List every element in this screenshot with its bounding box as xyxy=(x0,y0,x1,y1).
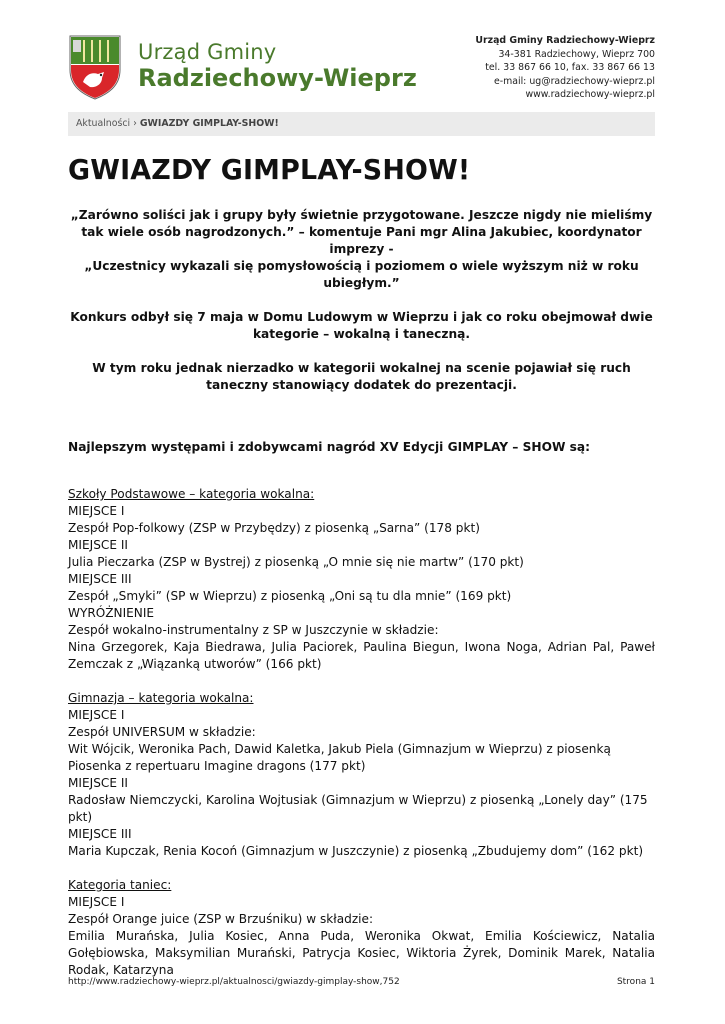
section-heading: Gimnazja – kategoria wokalna: xyxy=(68,691,254,705)
entry: Zespół Pop-folkowy (ZSP w Przybędzy) z piosenką „Sarna” (178 pkt) xyxy=(68,521,480,535)
municipality-logo[interactable] xyxy=(68,34,417,100)
place-label: MIEJSCE I xyxy=(68,504,125,518)
entry: Zespół Orange juice (ZSP w Brzuśniku) w składzie: xyxy=(68,912,374,926)
logo-text-line1: Urząd Gminy xyxy=(138,40,277,64)
entry: Julia Pieczarka (ZSP w Bystrej) z piosenką „O mnie się nie martw” (170 pkt) xyxy=(68,555,524,569)
article-intro xyxy=(68,207,655,394)
place-label: MIEJSCE II xyxy=(68,538,128,552)
page-title: GWIAZDY GIMPLAY-SHOW! xyxy=(68,153,471,186)
intro-quote: „Zarówno soliści jak i grupy były świetnie przygotowane. Jeszcze nigdy nie mieliśmy tak wiele osób nagrodzonych.” – komentuje Pani mgr Alina Jakubiec, koordynator imprezy - xyxy=(70,208,653,256)
breadcrumb-current: GWIAZDY GIMPLAY-SHOW! xyxy=(139,118,279,129)
intro-quote-2: „Uczestnicy wykazali się pomysłowością i poziomem o wiele wyższym niż w roku ubiegłym.” xyxy=(84,259,639,290)
results-list xyxy=(68,486,655,996)
section-middle-schools xyxy=(68,690,655,860)
section-dance xyxy=(68,877,655,979)
website-link[interactable]: www.radziechowy-wieprz.pl xyxy=(525,89,655,100)
email-link[interactable]: e-mail: ug@radziechowy-wieprz.pl xyxy=(493,75,655,87)
entry: Maria Kupczak, Renia Kocoń (Gimnazjum w Juszczynie) z piosenką „Zbudujemy dom” (162 pkt) xyxy=(68,844,644,858)
organization-name: Urząd Gminy Radziechowy-Wieprz xyxy=(475,35,655,46)
distinction-label: WYRÓŻNIENIE xyxy=(68,606,155,620)
section-primary-schools xyxy=(68,486,655,673)
breadcrumb xyxy=(68,112,655,136)
page-number: Strona 1 xyxy=(616,977,655,987)
section-heading: Kategoria taniec: xyxy=(68,878,172,892)
place-label: MIEJSCE II xyxy=(68,776,128,790)
place-label: MIEJSCE I xyxy=(68,895,125,909)
entry-members: Emilia Murańska, Julia Kosiec, Anna Puda, Weronika Okwat, Emilia Kościewicz, Natalia Gołębiowska, Maksymilian Murański, Patrycja Kosiec, Wiktoria Żyrek, Dominik Marek, Natalia Rodak, Katarzyna xyxy=(68,929,655,977)
entry: Zespół UNIVERSUM w składzie: xyxy=(68,725,256,739)
entry: Zespół wokalno-instrumentalny z SP w Juszczynie w składzie: xyxy=(68,623,439,637)
footer-url[interactable]: http://www.radziechowy-wieprz.pl/aktualnosci/gwiazdy-gimplay-show,752 xyxy=(68,977,400,987)
entry-members: Wit Wójcik, Weronika Pach, Dawid Kaletka, Jakub Piela (Gimnazjum w Wieprzu) z piosenką Piosenka z repertuaru Imagine dragons (177 pkt) xyxy=(68,742,611,773)
section-heading: Szkoły Podstawowe – kategoria wokalna: xyxy=(68,487,315,501)
place-label: MIEJSCE I xyxy=(68,708,125,722)
phone-fax: tel. 33 867 66 10, fax. 33 867 66 13 xyxy=(485,62,655,73)
entry-members: Nina Grzegorek, Kaja Biedrawa, Julia Paciorek, Paulina Biegun, Iwona Noga, Adrian Pal, Paweł Zemczak z „Wiązanką utworów” (166 pkt) xyxy=(68,640,655,671)
entry: Zespół „Smyki” (SP w Wieprzu) z piosenką „Oni są tu dla mnie” (169 pkt) xyxy=(68,589,512,603)
address: 34-381 Radziechowy, Wieprz 700 xyxy=(498,48,655,60)
coat-of-arms-icon xyxy=(68,34,122,100)
intro-paragraph-2: W tym roku jednak nierzadko w kategorii wokalnej na scenie pojawiał się ruch taneczny stanowiący dodatek do prezentacji. xyxy=(92,361,631,392)
place-label: MIEJSCE III xyxy=(68,572,132,586)
breadcrumb-separator: › xyxy=(133,118,137,129)
entry: Radosław Niemczycki, Karolina Wojtusiak (Gimnazjum w Wieprzu) z piosenką „Lonely day” (175 pkt) xyxy=(68,793,648,824)
winners-heading: Najlepszym występami i zdobywcami nagród XV Edycji GIMPLAY – SHOW są: xyxy=(68,440,591,454)
breadcrumb-link-news[interactable]: Aktualności xyxy=(76,118,131,129)
contact-block xyxy=(475,34,655,102)
intro-paragraph: Konkurs odbył się 7 maja w Domu Ludowym w Wieprzu i jak co roku obejmował dwie kategorie – wokalną i taneczną. xyxy=(70,310,653,341)
place-label: MIEJSCE III xyxy=(68,827,132,841)
logo-text-line2: Radziechowy-Wieprz xyxy=(138,64,417,92)
